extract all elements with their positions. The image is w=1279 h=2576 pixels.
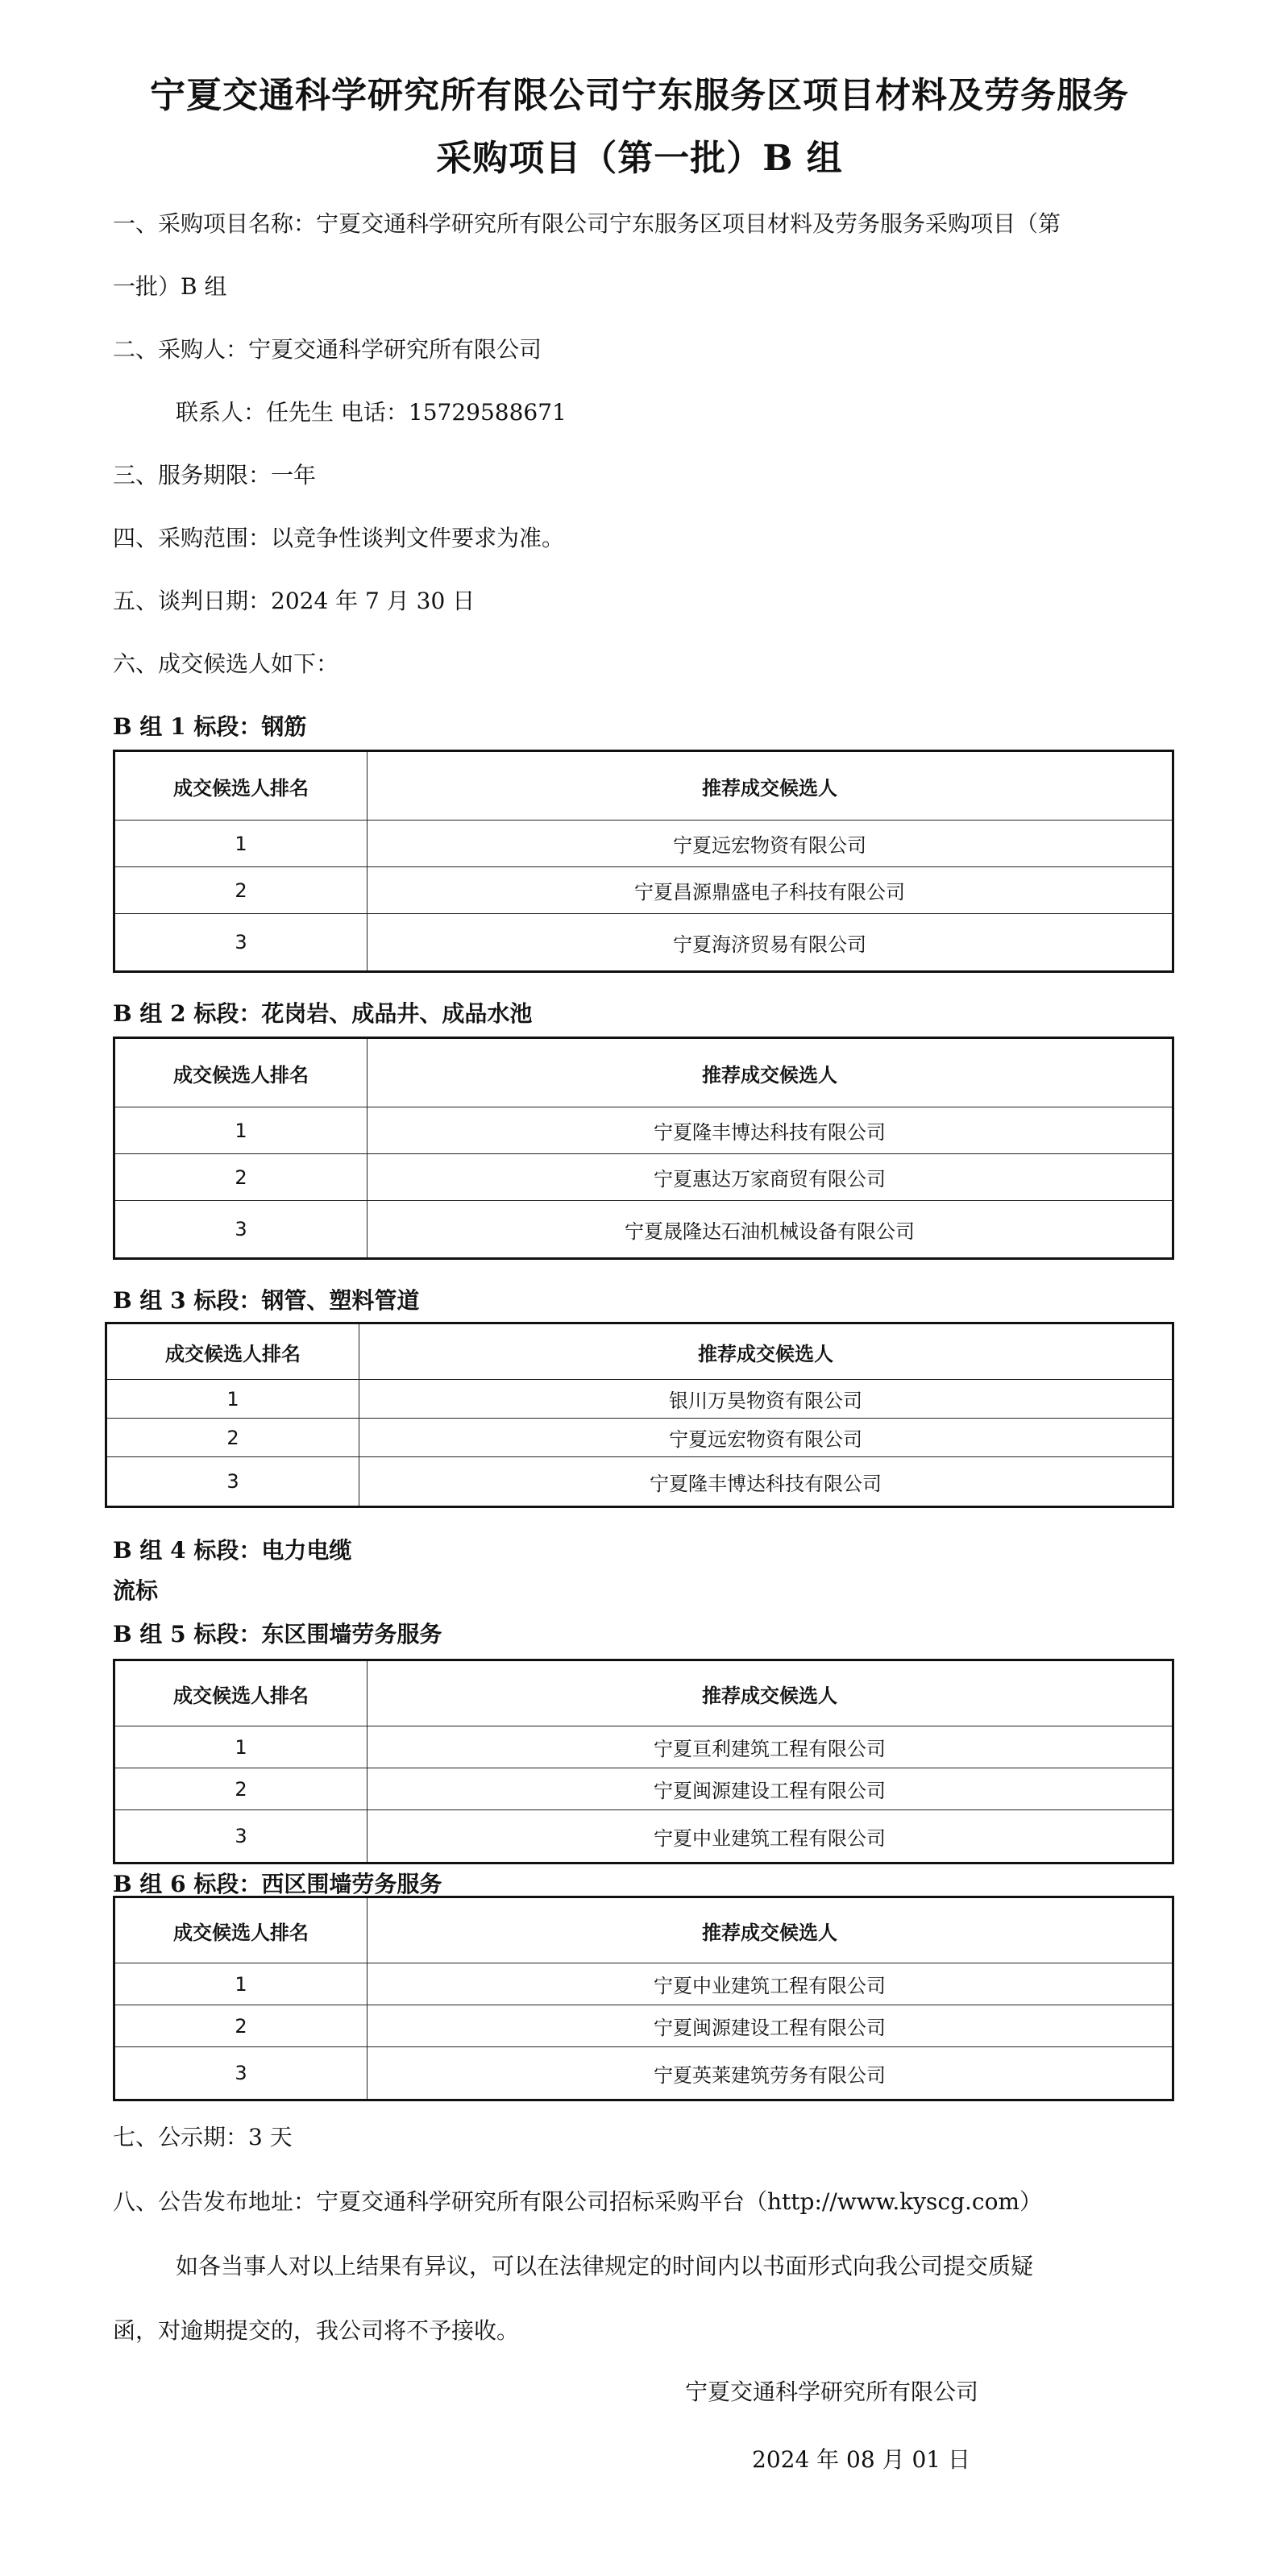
rank-cell: 1	[106, 1380, 359, 1419]
rank-column-header: 成交候选人排名	[106, 1323, 359, 1380]
table-header-row	[106, 1323, 1173, 1380]
candidate-cell: 宁夏闽源建设工程有限公司	[368, 2005, 1173, 2047]
procurement-scope-line: 四、采购范围：以竞争性谈判文件要求为准。	[113, 525, 565, 551]
table-row	[106, 1419, 1173, 1457]
candidates-table-b3	[105, 1322, 1174, 1508]
candidate-cell: 宁夏远宏物资有限公司	[359, 1419, 1173, 1457]
candidate-cell: 宁夏亘利建筑工程有限公司	[368, 1726, 1173, 1768]
table-header-row	[114, 1897, 1173, 1963]
section-heading-b2: B 组 2 标段：花岗岩、成品井、成品水池	[113, 1000, 533, 1027]
objection-paragraph-line-1: 如各当事人对以上结果有异议，可以在法律规定的时间内以书面形式向我公司提交质疑	[176, 2253, 1034, 2279]
rank-column-header: 成交候选人排名	[114, 1897, 368, 1963]
candidate-cell: 宁夏昌源鼎盛电子科技有限公司	[368, 867, 1173, 914]
section-heading-b3: B 组 3 标段：钢管、塑料管道	[113, 1287, 420, 1314]
rank-cell: 2	[114, 1768, 368, 1810]
table-row	[106, 1380, 1173, 1419]
rank-cell: 3	[114, 2047, 368, 2100]
objection-paragraph-line-2: 函，对逾期提交的，我公司将不予接收。	[113, 2317, 520, 2344]
purchaser-line: 二、采购人：宁夏交通科学研究所有限公司	[113, 336, 542, 363]
negotiation-date-line: 五、谈判日期：2024 年 7 月 30 日	[113, 588, 475, 614]
candidate-cell: 宁夏晟隆达石油机械设备有限公司	[368, 1201, 1173, 1259]
candidate-column-header: 推荐成交候选人	[368, 1897, 1173, 1963]
table-row	[114, 1810, 1173, 1863]
candidate-cell: 宁夏闽源建设工程有限公司	[368, 1768, 1173, 1810]
candidates-table-b6	[113, 1896, 1174, 2101]
candidate-column-header: 推荐成交候选人	[368, 1038, 1173, 1107]
candidate-cell: 宁夏隆丰博达科技有限公司	[359, 1457, 1173, 1507]
table-row	[114, 1768, 1173, 1810]
section-heading-b6: B 组 6 标段：西区围墙劳务服务	[113, 1871, 442, 1897]
rank-cell: 3	[114, 1810, 368, 1863]
candidate-column-header: 推荐成交候选人	[368, 751, 1173, 821]
rank-cell: 2	[114, 1154, 368, 1201]
contact-line: 联系人：任先生 电话：15729588671	[176, 399, 567, 426]
publicity-period-line: 七、公示期：3 天	[113, 2124, 293, 2150]
table-row	[114, 1726, 1173, 1768]
rank-cell: 2	[114, 867, 368, 914]
candidates-table-b1	[113, 750, 1174, 973]
rank-cell: 1	[114, 821, 368, 867]
signature-date: 2024 年 08 月 01 日	[752, 2446, 971, 2473]
service-period-line: 三、服务期限：一年	[113, 462, 317, 488]
rank-cell: 3	[114, 1201, 368, 1259]
page-title-line-2: 采购项目（第一批）B 组	[436, 138, 843, 179]
failed-bid-note: 流标	[113, 1577, 159, 1604]
candidate-cell: 宁夏隆丰博达科技有限公司	[368, 1107, 1173, 1154]
table-row	[114, 914, 1173, 972]
candidate-cell: 宁夏中业建筑工程有限公司	[368, 1963, 1173, 2005]
table-row	[114, 2005, 1173, 2047]
table-row	[114, 867, 1173, 914]
rank-column-header: 成交候选人排名	[114, 1660, 368, 1726]
project-name-line-1: 一、采购项目名称：宁夏交通科学研究所有限公司宁东服务区项目材料及劳务服务采购项目（第	[113, 210, 1061, 237]
table-row	[114, 1963, 1173, 2005]
candidate-cell: 宁夏英莱建筑劳务有限公司	[368, 2047, 1173, 2100]
candidate-column-header: 推荐成交候选人	[359, 1323, 1173, 1380]
rank-cell: 1	[114, 1963, 368, 2005]
page-title-line-1: 宁夏交通科学研究所有限公司宁东服务区项目材料及劳务服务	[150, 75, 1129, 116]
table-header-row	[114, 1038, 1173, 1107]
rank-cell: 3	[114, 914, 368, 972]
candidate-cell: 宁夏海济贸易有限公司	[368, 914, 1173, 972]
table-header-row	[114, 751, 1173, 821]
section-heading-b4: B 组 4 标段：电力电缆	[113, 1537, 352, 1564]
rank-column-header: 成交候选人排名	[114, 751, 368, 821]
table-header-row	[114, 1660, 1173, 1726]
candidates-table-b2	[113, 1037, 1174, 1260]
section-heading-b1: B 组 1 标段：钢筋	[113, 713, 307, 740]
table-row	[114, 1154, 1173, 1201]
candidate-cell: 宁夏中业建筑工程有限公司	[368, 1810, 1173, 1863]
candidate-cell: 宁夏惠达万家商贸有限公司	[368, 1154, 1173, 1201]
candidate-column-header: 推荐成交候选人	[368, 1660, 1173, 1726]
candidate-cell: 银川万昊物资有限公司	[359, 1380, 1173, 1419]
rank-cell: 3	[106, 1457, 359, 1507]
rank-cell: 1	[114, 1107, 368, 1154]
candidates-intro-line: 六、成交候选人如下：	[113, 650, 339, 677]
candidates-table-b5	[113, 1659, 1174, 1864]
table-row	[106, 1457, 1173, 1507]
rank-cell: 2	[114, 2005, 368, 2047]
table-row	[114, 821, 1173, 867]
rank-column-header: 成交候选人排名	[114, 1038, 368, 1107]
rank-cell: 2	[106, 1419, 359, 1457]
candidate-cell: 宁夏远宏物资有限公司	[368, 821, 1173, 867]
rank-cell: 1	[114, 1726, 368, 1768]
project-name-line-2: 一批）B 组	[113, 273, 227, 300]
table-row	[114, 2047, 1173, 2100]
signature-company: 宁夏交通科学研究所有限公司	[685, 2379, 979, 2405]
table-row	[114, 1107, 1173, 1154]
section-heading-b5: B 组 5 标段：东区围墙劳务服务	[113, 1621, 442, 1647]
table-row	[114, 1201, 1173, 1259]
publish-address-line: 八、公告发布地址：宁夏交通科学研究所有限公司招标采购平台（http://www.kyscg.com）	[113, 2188, 1042, 2215]
